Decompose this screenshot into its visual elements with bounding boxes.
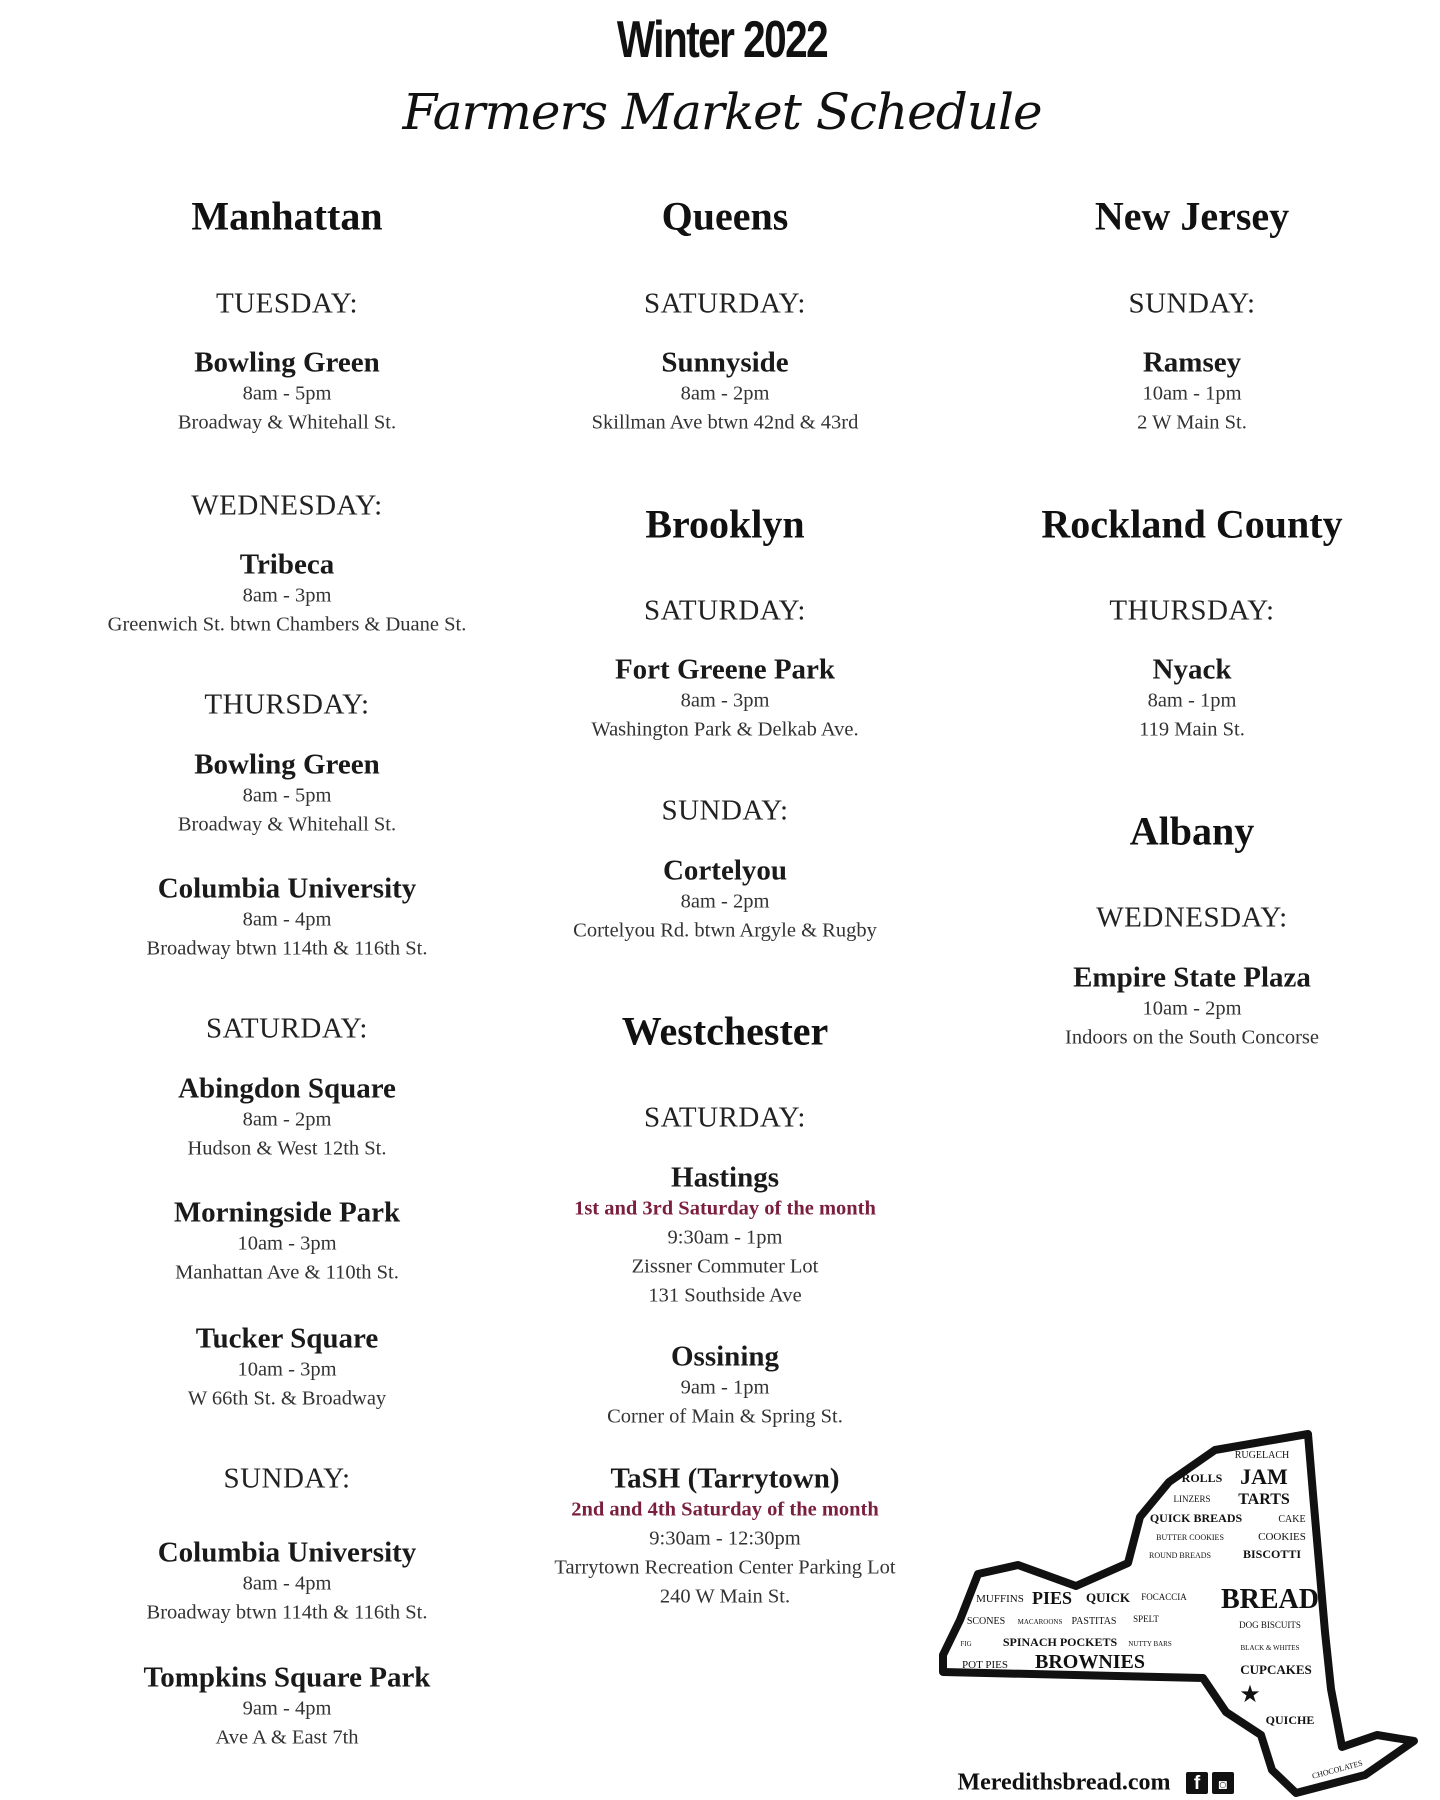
day-label: TUESDAY: [215,287,359,320]
market-hours: 9am - 1pm [680,1376,770,1399]
logo-word: BROWNIES [1034,1651,1146,1673]
page-title: Winter 2022 [616,11,828,69]
market-hours: 9:30am - 1pm [667,1226,783,1249]
logo-word: ROLLS [1181,1471,1223,1485]
market-frequency-note: 1st and 3rd Saturday of the month [574,1197,876,1220]
market-address: 119 Main St. [1139,718,1245,741]
logo-word: SPELT [1133,1614,1159,1624]
market-hours: 8am - 1pm [1147,689,1237,712]
logo-word: COOKIES [1258,1531,1306,1543]
market-name: Columbia University [157,872,417,905]
day-label: SATURDAY: [644,287,806,320]
logo-word: BUTTER COOKIES [1156,1533,1224,1542]
market-hours: 8am - 2pm [242,1108,332,1131]
market-name: Nyack [1152,653,1232,686]
day-label: THURSDAY: [1109,594,1275,627]
market-name: Sunnyside [661,346,789,379]
market-name: Tribeca [239,548,335,581]
region-heading: Albany [1129,808,1255,854]
market-address: Broadway & Whitehall St. [177,813,397,836]
logo-word: ROUND BREADS [1148,1551,1212,1560]
market-address: Broadway btwn 114th & 116th St. [146,1601,428,1624]
market-hours: 10am - 2pm [1142,997,1242,1020]
market-name: Tucker Square [195,1322,379,1355]
region-heading: Queens [661,193,789,239]
day-label: WEDNESDAY: [1096,901,1288,934]
day-label: SUNDAY: [223,1462,351,1495]
market-hours: 8am - 4pm [242,1572,332,1595]
day-label: THURSDAY: [204,688,370,721]
logo-word: RUGELACH [1234,1450,1290,1461]
logo-word: CUPCAKES [1240,1662,1312,1677]
market-name: Columbia University [157,1536,417,1569]
market-address: Indoors on the South Concorse [1065,1026,1319,1049]
region-heading: Westchester [621,1008,829,1054]
market-hours: 8am - 5pm [242,382,332,405]
day-label: SUNDAY: [1128,287,1256,320]
logo-word: SPINACH POCKETS [1002,1635,1118,1649]
logo-word: PASTITAS [1071,1616,1117,1627]
market-address: Manhattan Ave & 110th St. [175,1261,399,1284]
market-name: Morningside Park [173,1196,401,1229]
market-name: Hastings [671,1161,779,1194]
market-address: Broadway btwn 114th & 116th St. [146,937,428,960]
market-address: Greenwich St. btwn Chambers & Duane St. [107,613,467,636]
market-address: Hudson & West 12th St. [187,1137,387,1160]
ny-state-outline [943,1434,1414,1793]
logo-word: SCONES [966,1616,1006,1627]
market-hours: 8am - 5pm [242,784,332,807]
facebook-icon[interactable]: f [1186,1772,1208,1794]
logo-word: JAM [1240,1464,1288,1489]
market-name: TaSH (Tarrytown) [610,1462,840,1495]
market-hours: 8am - 2pm [680,890,770,913]
logo-word: BLACK & WHITES [1240,1644,1300,1652]
market-hours: 8am - 3pm [242,584,332,607]
market-frequency-note: 2nd and 4th Saturday of the month [571,1498,879,1521]
market-address: Zissner Commuter Lot [631,1255,819,1278]
logo-word: POT PIES [962,1659,1008,1671]
logo-word: FIG [960,1640,972,1648]
logo-word: NUTTY BARS [1128,1640,1172,1648]
market-address: Tarrytown Recreation Center Parking Lot [554,1556,896,1579]
day-label: SATURDAY: [644,1101,806,1134]
website-link[interactable]: Meredithsbread.com [957,1769,1171,1796]
logo-word: BREAD [1220,1584,1320,1615]
market-name: Bowling Green [194,346,380,379]
logo-word: FOCACCIA [1141,1592,1187,1602]
market-hours: 10am - 3pm [237,1358,337,1381]
logo-word: LINZERS [1173,1494,1211,1504]
region-heading: Brooklyn [645,501,805,547]
market-name: Empire State Plaza [1073,961,1311,994]
market-hours: 10am - 3pm [237,1232,337,1255]
logo-word: MACAROONS [1017,1618,1063,1626]
logo-word: QUICK BREADS [1149,1511,1243,1525]
market-address: Ave A & East 7th [215,1726,359,1749]
market-name: Tompkins Square Park [143,1661,431,1694]
logo-word: DOG BISCUITS [1239,1620,1301,1630]
market-hours: 10am - 1pm [1142,382,1242,405]
market-name: Bowling Green [194,748,380,781]
logo-word: CHOCOLATES [1311,1758,1364,1781]
logo-word: QUICK [1085,1590,1131,1605]
market-address: Washington Park & Delkab Ave. [591,718,859,741]
logo-word: QUICHE [1265,1713,1315,1727]
market-address: Corner of Main & Spring St. [607,1405,843,1428]
day-label: SATURDAY: [644,594,806,627]
market-name: Ossining [671,1340,779,1373]
market-hours: 8am - 2pm [680,382,770,405]
day-label: WEDNESDAY: [191,489,383,522]
market-address: Skillman Ave btwn 42nd & 43rd [591,411,859,434]
region-heading: New Jersey [1094,193,1290,239]
market-hours: 8am - 3pm [680,689,770,712]
market-hours: 8am - 4pm [242,908,332,931]
logo-word: CAKE [1278,1514,1306,1525]
market-address: 131 Southside Ave [648,1284,802,1307]
market-address: Broadway & Whitehall St. [177,411,397,434]
market-address: Cortelyou Rd. btwn Argyle & Rugby [573,919,877,942]
day-label: SATURDAY: [206,1012,368,1045]
star-icon: ★ [1239,1682,1261,1708]
market-address: W 66th St. & Broadway [187,1387,387,1410]
market-hours: 9:30am - 12:30pm [649,1527,801,1550]
region-heading: Manhattan [191,193,383,239]
market-hours: 9am - 4pm [242,1697,332,1720]
logo-word: BISCOTTI [1242,1547,1302,1561]
logo-word: PIES [1031,1588,1073,1608]
market-name: Fort Greene Park [614,653,836,686]
market-address: 240 W Main St. [659,1585,791,1608]
market-name: Ramsey [1142,346,1242,379]
market-name: Abingdon Square [178,1072,396,1105]
day-label: SUNDAY: [661,794,789,827]
market-address: 2 W Main St. [1137,411,1247,434]
instagram-icon[interactable]: ◙ [1212,1772,1234,1794]
region-heading: Rockland County [1041,501,1343,547]
market-name: Cortelyou [662,854,788,887]
logo-word: TARTS [1238,1491,1290,1508]
logo-word: MUFFINS [976,1593,1024,1605]
page-subtitle: Farmers Market Schedule [402,83,1042,141]
